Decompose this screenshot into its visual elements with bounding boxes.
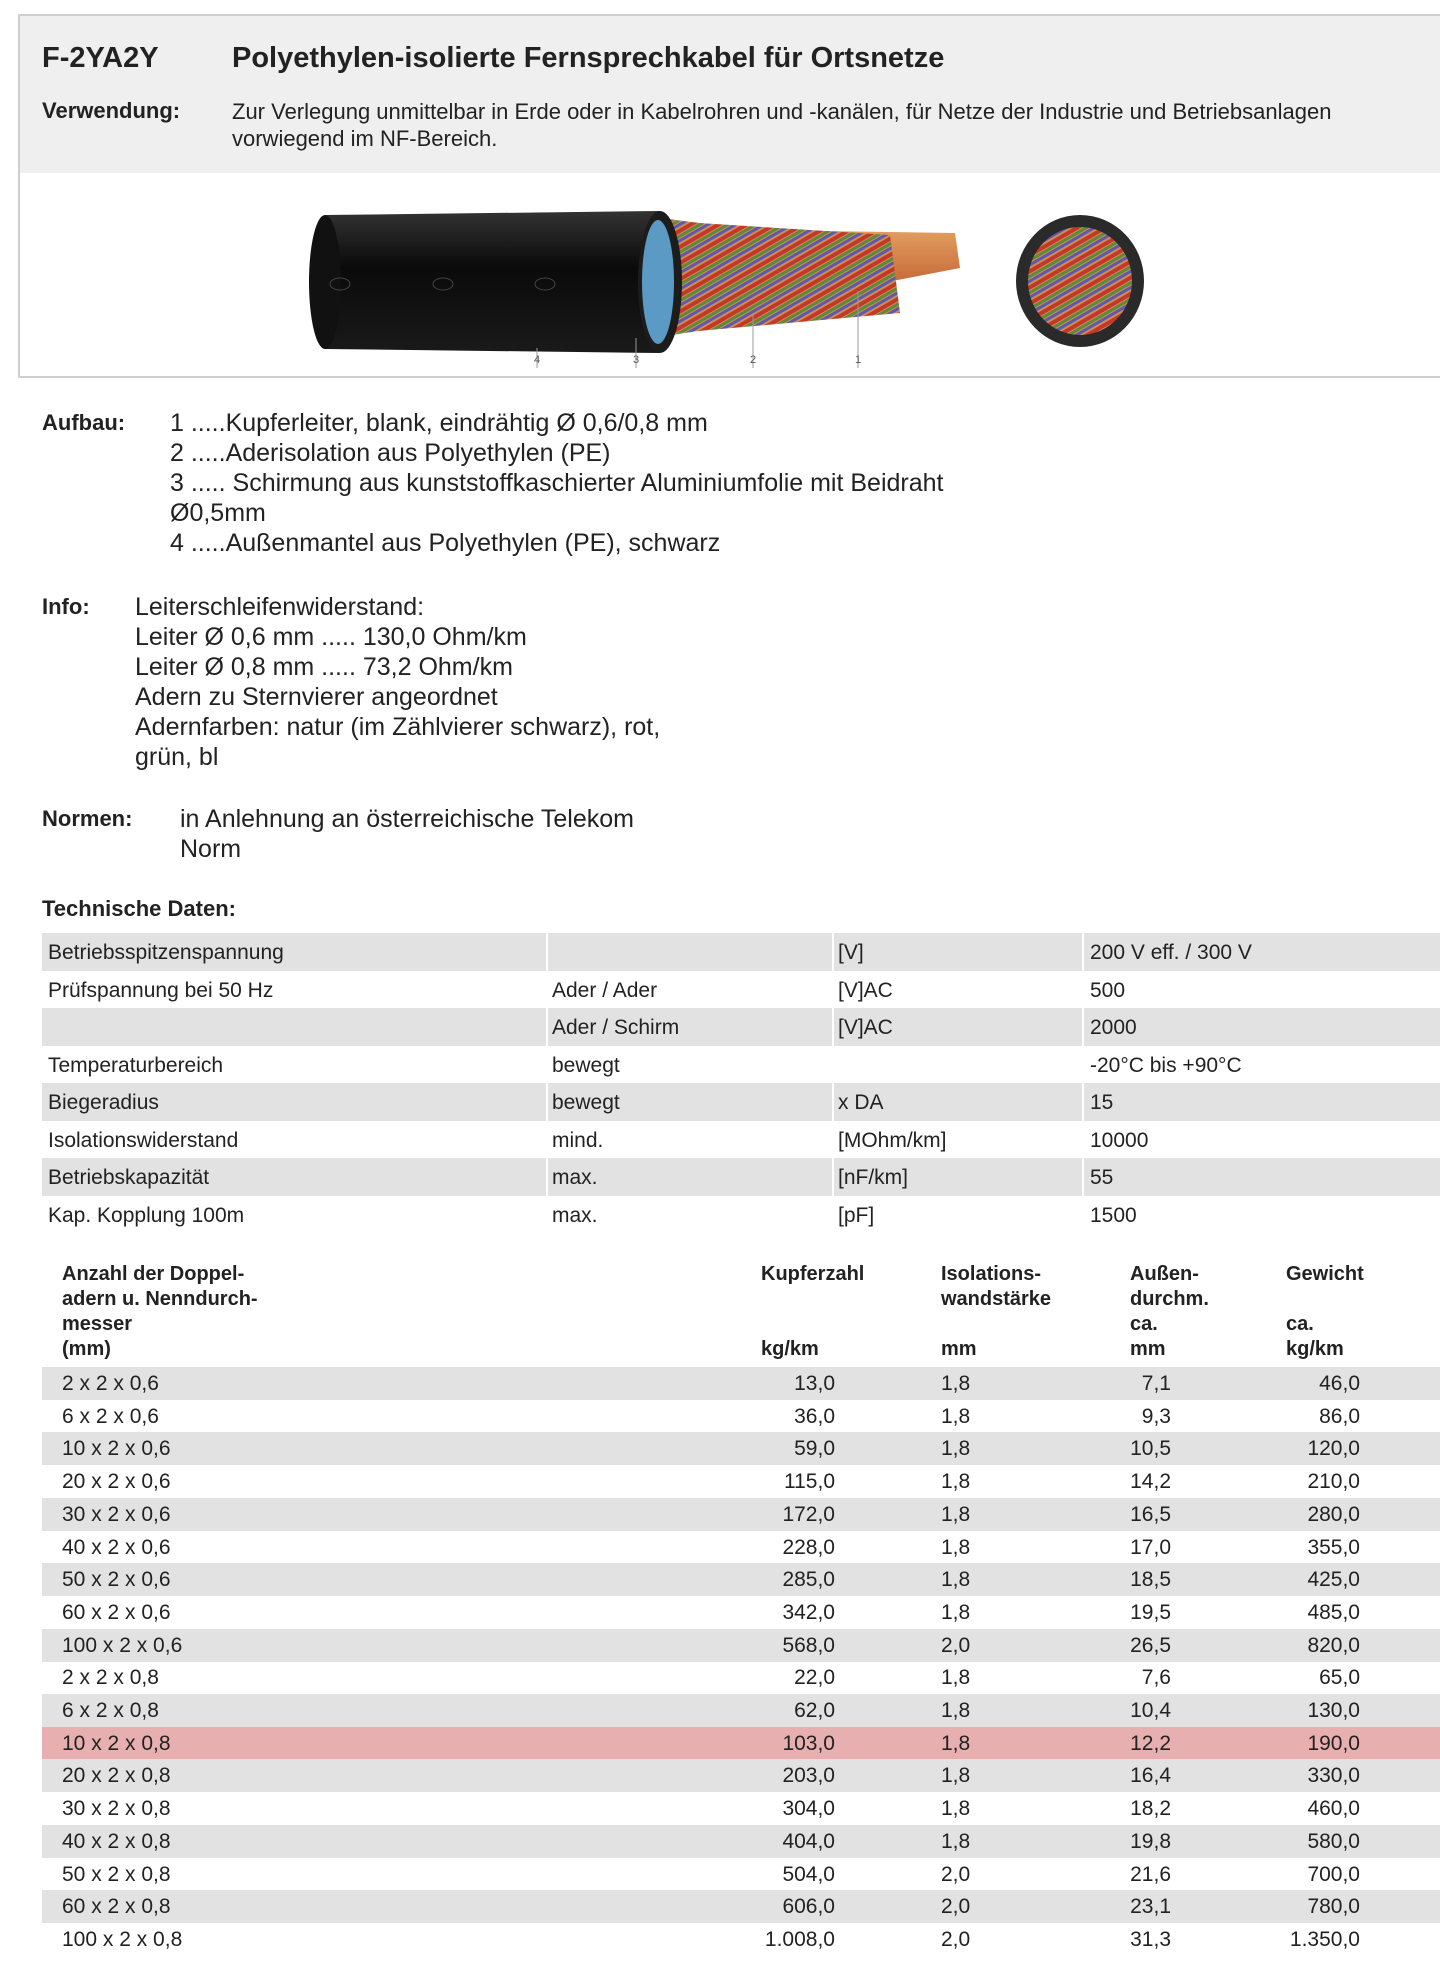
- table-cell: 190,0: [1307, 1731, 1360, 1755]
- table-cell: 485,0: [1307, 1600, 1360, 1624]
- tech-cell: 1500: [1090, 1203, 1137, 1227]
- table-cell: 19,5: [1130, 1600, 1171, 1624]
- cell-divider: [546, 1046, 548, 1084]
- table-cell: 50 x 2 x 0,6: [62, 1568, 171, 1592]
- table-cell: 1,8: [941, 1502, 971, 1526]
- cell-divider: [546, 1083, 548, 1121]
- callout-1: 1: [855, 354, 862, 366]
- table-cell: 86,0: [1319, 1404, 1360, 1428]
- table-cell: 1,8: [941, 1404, 971, 1428]
- header-band: [20, 16, 1440, 173]
- info-line: Leiter Ø 0,8 mm ..... 73,2 Ohm/km: [135, 653, 513, 681]
- table-row: [42, 1629, 1440, 1662]
- table-cell: 59,0: [794, 1437, 835, 1461]
- cell-divider: [1082, 971, 1084, 1009]
- table-cell: 31,3: [1130, 1927, 1171, 1951]
- table-cell: 460,0: [1307, 1797, 1360, 1821]
- table-cell: 2,0: [941, 1633, 971, 1657]
- table-cell: 14,2: [1130, 1470, 1171, 1494]
- tech-cell: Isolationswiderstand: [48, 1128, 239, 1152]
- table-cell: 580,0: [1307, 1829, 1360, 1853]
- table-row: [42, 1432, 1440, 1465]
- cable-cutaway: [309, 211, 960, 368]
- aufbau-label: Aufbau:: [42, 410, 126, 435]
- tech-cell: [pF]: [838, 1203, 875, 1227]
- callout-4: 4: [534, 354, 541, 366]
- table-cell: 16,4: [1130, 1764, 1171, 1788]
- tech-cell: Ader / Ader: [552, 978, 658, 1002]
- table-cell: 404,0: [782, 1829, 835, 1853]
- table-cell: 7,6: [1141, 1666, 1171, 1690]
- info-line: Adern zu Sternvierer angeordnet: [135, 683, 498, 711]
- aufbau-item: Ø0,5mm: [170, 499, 266, 527]
- table-cell: 115,0: [784, 1470, 835, 1494]
- tech-cell: Betriebskapazität: [48, 1166, 210, 1189]
- cell-divider: [546, 971, 548, 1009]
- table-cell: 1,8: [941, 1666, 971, 1690]
- table-row: [42, 1367, 1440, 1400]
- tech-table: [42, 933, 1440, 1233]
- table-cell: 1,8: [941, 1470, 971, 1494]
- table-cell: 10,5: [1130, 1437, 1171, 1461]
- info-list: [135, 592, 660, 772]
- table-row: [42, 1400, 1440, 1433]
- table-cell: 7,1: [1141, 1372, 1171, 1395]
- cell-divider: [1082, 1008, 1084, 1046]
- table-cell: 20 x 2 x 0,6: [62, 1470, 171, 1494]
- normen-line: Norm: [180, 835, 242, 863]
- cell-divider: [832, 1196, 834, 1234]
- table-cell: 2,0: [941, 1862, 971, 1886]
- tech-cell: max.: [552, 1166, 598, 1189]
- tech-cell: 500: [1090, 978, 1126, 1002]
- cell-divider: [832, 933, 834, 971]
- cell-divider: [832, 971, 834, 1009]
- tech-row: [42, 933, 1440, 971]
- cell-divider: [1082, 1046, 1084, 1084]
- tech-cell: 55: [1090, 1166, 1114, 1189]
- tech-cell: [V]: [838, 941, 864, 964]
- table-cell: 40 x 2 x 0,8: [62, 1829, 171, 1853]
- normen-line: in Anlehnung an österreichische Telekom: [180, 805, 634, 833]
- table-row: [42, 1498, 1440, 1531]
- table-cell: 1,8: [941, 1535, 971, 1559]
- table-cell: 203,0: [782, 1764, 835, 1788]
- table-cell: 62,0: [794, 1699, 835, 1722]
- tech-row: [42, 1008, 1440, 1046]
- table-cell: 60 x 2 x 0,8: [62, 1895, 171, 1919]
- cell-divider: [546, 1196, 548, 1234]
- table-cell: 10 x 2 x 0,6: [62, 1437, 171, 1461]
- table-cell: 504,0: [782, 1862, 835, 1886]
- aufbau-item: 4 .....Außenmantel aus Polyethylen (PE), schwarz: [170, 529, 721, 557]
- info-line: Leiter Ø 0,6 mm ..... 130,0 Ohm/km: [135, 623, 527, 651]
- info-line: grün, bl: [135, 743, 219, 771]
- cell-divider: [1082, 1121, 1084, 1159]
- table-cell: 20 x 2 x 0,8: [62, 1764, 171, 1788]
- tech-row: [42, 1121, 1440, 1159]
- tech-cell: 15: [1090, 1091, 1114, 1114]
- tech-cell: Kap. Kopplung 100m: [48, 1203, 245, 1227]
- table-cell: 425,0: [1307, 1568, 1360, 1592]
- cell-divider: [832, 1083, 834, 1121]
- header-quantity: Anzahl der Doppel- adern u. Nenndurch- messer (mm): [62, 1263, 258, 1360]
- table-cell: 12,2: [1130, 1731, 1171, 1755]
- table-cell: 1,8: [941, 1829, 971, 1853]
- header-outer-diameter: Außen- durchm. ca. mm: [1130, 1263, 1209, 1360]
- table-cell: 172,0: [782, 1502, 835, 1526]
- tech-cell: Prüfspannung bei 50 Hz: [48, 978, 274, 1002]
- aufbau-item: 1 .....Kupferleiter, blank, eindrähtig Ø 0,6/0,8 mm: [170, 409, 708, 437]
- table-cell: 6 x 2 x 0,6: [62, 1404, 159, 1428]
- table-cell: 1,8: [941, 1568, 971, 1592]
- main-table-header: [62, 1262, 1362, 1366]
- table-cell: 330,0: [1307, 1764, 1360, 1788]
- table-row: [42, 1923, 1440, 1956]
- table-cell: 342,0: [782, 1600, 835, 1624]
- table-row: [42, 1759, 1440, 1792]
- table-cell: 30 x 2 x 0,8: [62, 1797, 171, 1821]
- table-cell: 568,0: [782, 1633, 835, 1657]
- table-cell: 10,4: [1130, 1699, 1171, 1722]
- tech-title: Technische Daten:: [42, 896, 236, 921]
- table-cell: 304,0: [782, 1797, 835, 1821]
- info-line: Leiterschleifenwiderstand:: [135, 593, 425, 621]
- tech-cell: bewegt: [552, 1053, 620, 1077]
- usage-label: Verwendung:: [42, 98, 181, 123]
- table-cell: 50 x 2 x 0,8: [62, 1862, 171, 1886]
- aufbau-item: 2 .....Aderisolation aus Polyethylen (PE): [170, 439, 611, 467]
- table-row: [42, 1465, 1440, 1498]
- table-row: [42, 1531, 1440, 1564]
- table-cell: 120,0: [1307, 1437, 1360, 1461]
- table-cell: 2,0: [941, 1927, 971, 1951]
- cell-divider: [1082, 933, 1084, 971]
- table-cell: 46,0: [1319, 1372, 1360, 1395]
- cell-divider: [1082, 1158, 1084, 1196]
- table-cell: 2 x 2 x 0,6: [62, 1372, 159, 1395]
- cell-divider: [1082, 1083, 1084, 1121]
- table-cell: 1,8: [941, 1797, 971, 1821]
- table-cell: 36,0: [794, 1404, 835, 1428]
- cell-divider: [832, 1046, 834, 1084]
- tech-row: [42, 1196, 1440, 1234]
- cell-divider: [832, 1008, 834, 1046]
- table-cell: 1,8: [941, 1731, 971, 1755]
- callout-2: 2: [750, 354, 757, 366]
- cell-divider: [832, 1121, 834, 1159]
- table-cell: 700,0: [1307, 1862, 1360, 1886]
- table-cell: 285,0: [782, 1568, 835, 1592]
- cell-divider: [546, 1121, 548, 1159]
- aufbau-list: [170, 408, 944, 558]
- table-cell: 30 x 2 x 0,6: [62, 1502, 171, 1526]
- tech-cell: mind.: [552, 1128, 604, 1152]
- table-cell: 1,8: [941, 1764, 971, 1788]
- tech-row: [42, 1158, 1440, 1196]
- table-cell: 19,8: [1130, 1829, 1171, 1853]
- table-row: [42, 1694, 1440, 1727]
- cell-divider: [546, 1008, 548, 1046]
- header-isolation: Isolations- wandstärke mm: [941, 1263, 1052, 1360]
- product-code: F-2YA2Y: [42, 42, 159, 74]
- table-cell: 2 x 2 x 0,8: [62, 1666, 159, 1690]
- table-cell: 9,3: [1141, 1404, 1171, 1428]
- table-cell: 103,0: [782, 1731, 835, 1755]
- table-cell: 65,0: [1319, 1666, 1360, 1690]
- table-cell: 22,0: [794, 1666, 835, 1690]
- table-cell: 26,5: [1130, 1633, 1171, 1657]
- table-row: [42, 1563, 1440, 1596]
- tech-cell: Temperaturbereich: [48, 1053, 224, 1077]
- table-row: [42, 1825, 1440, 1858]
- table-row: [42, 1596, 1440, 1629]
- normen-text: [180, 804, 634, 864]
- table-cell: 6 x 2 x 0,8: [62, 1699, 159, 1722]
- cell-divider: [1082, 1196, 1084, 1234]
- table-cell: 228,0: [782, 1535, 835, 1559]
- table-cell: 1.350,0: [1289, 1927, 1360, 1951]
- table-row: [42, 1858, 1440, 1891]
- cell-divider: [546, 933, 548, 971]
- table-cell: 606,0: [782, 1895, 835, 1919]
- table-cell: 1,8: [941, 1600, 971, 1624]
- table-cell: 18,2: [1130, 1797, 1171, 1821]
- tech-row: [42, 971, 1440, 1009]
- tech-row: [42, 1046, 1440, 1084]
- table-cell: 13,0: [794, 1372, 835, 1395]
- normen-label: Normen:: [42, 806, 133, 831]
- table-row: [42, 1661, 1440, 1694]
- table-row: [42, 1727, 1440, 1760]
- table-cell: 355,0: [1307, 1535, 1360, 1559]
- header-kupferzahl: Kupferzahl kg/km: [761, 1263, 865, 1360]
- table-cell: 40 x 2 x 0,6: [62, 1535, 171, 1559]
- table-cell: 16,5: [1130, 1502, 1171, 1526]
- table-cell: 820,0: [1307, 1633, 1360, 1657]
- cable-illustration: [20, 173, 1440, 378]
- table-cell: 100 x 2 x 0,8: [62, 1927, 183, 1951]
- table-cell: 1.008,0: [764, 1927, 835, 1951]
- table-cell: 10 x 2 x 0,8: [62, 1731, 171, 1755]
- table-cell: 100 x 2 x 0,6: [62, 1633, 183, 1657]
- table-row: [42, 1890, 1440, 1923]
- header-weight: Gewicht ca. kg/km: [1286, 1263, 1364, 1360]
- aufbau-item: 3 ..... Schirmung aus kunststoffkaschierter Aluminiumfolie mit Beidraht: [170, 469, 944, 497]
- usage-text: Zur Verlegung unmittelbar in Erde oder in Kabelrohren und -kanälen, für Netze der Industrie und Betriebsanlagen vorwiegend im NF-Bereich.: [232, 99, 1332, 151]
- tech-cell: [V]AC: [838, 978, 893, 1002]
- tech-cell: x DA: [838, 1091, 884, 1114]
- tech-cell: bewegt: [552, 1091, 620, 1114]
- cable-cross-section: [1016, 215, 1144, 347]
- table-cell: 2,0: [941, 1895, 971, 1919]
- cell-divider: [832, 1158, 834, 1196]
- tech-cell: 200 V eff. / 300 V: [1090, 941, 1252, 964]
- tech-cell: [nF/km]: [838, 1166, 909, 1189]
- tech-cell: Betriebsspitzenspannung: [48, 941, 284, 964]
- table-cell: 60 x 2 x 0,6: [62, 1600, 171, 1624]
- table-cell: 210,0: [1307, 1470, 1360, 1494]
- table-cell: 1,8: [941, 1437, 971, 1461]
- table-cell: 21,6: [1130, 1862, 1171, 1886]
- tech-cell: 10000: [1090, 1128, 1149, 1152]
- table-cell: 780,0: [1307, 1895, 1360, 1919]
- info-label: Info:: [42, 594, 90, 619]
- tech-row: [42, 1083, 1440, 1121]
- tech-cell: [V]AC: [838, 1016, 893, 1039]
- product-title: Polyethylen-isolierte Fernsprechkabel für Ortsnetze: [232, 42, 945, 74]
- table-row: [42, 1792, 1440, 1825]
- tech-cell: max.: [552, 1203, 598, 1227]
- tech-cell: Ader / Schirm: [552, 1016, 680, 1039]
- cell-divider: [546, 1158, 548, 1196]
- table-cell: 23,1: [1130, 1895, 1171, 1919]
- table-cell: 1,8: [941, 1699, 971, 1722]
- table-cell: 280,0: [1307, 1502, 1360, 1526]
- tech-cell: 2000: [1090, 1016, 1137, 1039]
- table-cell: 17,0: [1130, 1535, 1171, 1559]
- table-cell: 130,0: [1307, 1699, 1360, 1722]
- tech-cell: -20°C bis +90°C: [1090, 1053, 1242, 1077]
- table-cell: 18,5: [1130, 1568, 1171, 1592]
- tech-cell: Biegeradius: [48, 1091, 159, 1114]
- info-line: Adernfarben: natur (im Zählvierer schwarz), rot,: [135, 713, 661, 741]
- table-cell: 1,8: [941, 1372, 971, 1395]
- tech-cell: [MOhm/km]: [838, 1128, 947, 1152]
- product-header-box: [18, 14, 1440, 378]
- callout-3: 3: [633, 354, 640, 366]
